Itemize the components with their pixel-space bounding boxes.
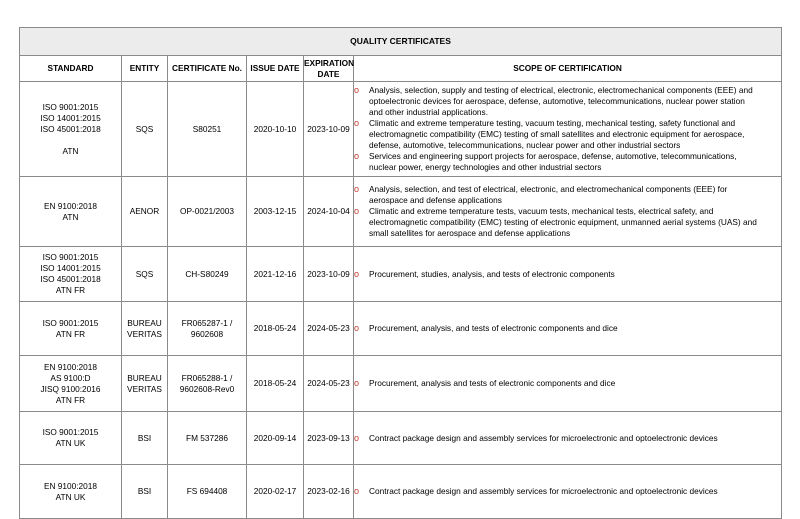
certificate-cell <box>168 82 247 177</box>
table-row <box>20 412 782 465</box>
header-entity: ENTITY <box>122 56 168 82</box>
table-row <box>20 465 782 519</box>
standard-cell-line: EN 9100:2018 <box>43 361 98 372</box>
standard-cell <box>20 412 122 465</box>
scope-item-text <box>369 323 618 334</box>
standard-cell-line: ATN FR <box>55 394 86 405</box>
entity-cell <box>122 465 168 519</box>
circle-bullet-icon: o <box>354 432 360 443</box>
circle-bullet-icon: o <box>354 206 360 216</box>
certificate-cell <box>168 412 247 465</box>
certificate-cell <box>168 356 247 412</box>
table-row <box>20 356 782 412</box>
scope-item-text <box>369 378 615 389</box>
scope-cell <box>354 412 782 465</box>
scope-item <box>354 486 781 497</box>
table-body <box>20 82 782 519</box>
scope-line: Climatic and extreme temperature testing, vacuum testing, mechanical testing, safety functional and <box>369 118 736 128</box>
scope-item <box>354 269 781 280</box>
issue-date-cell: 2021-12-16 <box>247 247 304 302</box>
certificate-cell <box>168 247 247 302</box>
certificate-cell-line: FS 694408 <box>186 486 228 496</box>
scope-line: Procurement, studies, analysis, and tests of electronic components <box>369 268 615 279</box>
entity-cell-line: AENOR <box>129 206 160 216</box>
scope-cell <box>354 356 782 412</box>
scope-cell <box>354 82 782 177</box>
standard-cell-line: EN 9100:2018 <box>43 480 98 491</box>
table-row <box>20 177 782 247</box>
scope-line: aerospace and defense applications <box>369 195 502 205</box>
table-title: QUALITY CERTIFICATES <box>20 28 782 56</box>
scope-line: Analysis, selection, supply and testing of electrical, electronic, electromechanical components (EEE) and <box>369 85 753 95</box>
scope-item <box>354 378 781 389</box>
circle-bullet-icon: o <box>354 118 360 128</box>
quality-certificates-table <box>19 27 782 519</box>
circle-bullet-icon: o <box>354 378 360 388</box>
entity-cell-line: VERITAS <box>127 383 162 394</box>
header-row <box>20 56 782 82</box>
entity-cell-line: BUREAU <box>127 372 162 383</box>
standard-cell-line <box>20 135 121 146</box>
entity-cell-line: SQS <box>135 268 154 279</box>
scope-line: small satellites for aerospace and defense applications <box>369 228 571 238</box>
issue-date-cell: 2020-09-14 <box>247 412 304 465</box>
scope-line: Services and engineering support projects for aerospace, defense, automotive, telecommunications, <box>369 151 737 161</box>
table-row <box>20 302 782 356</box>
scope-line: and other industrial applications. <box>369 107 488 117</box>
entity-cell <box>122 247 168 302</box>
scope-item-text <box>369 433 718 444</box>
certificate-cell-line: OP-0021/2003 <box>180 206 234 216</box>
scope-line: defense, automotive, telecommunications, nuclear power and other industrial sectors <box>369 140 681 150</box>
scope-item-text <box>369 206 757 239</box>
entity-cell-line: VERITAS <box>127 328 162 339</box>
scope-cell <box>354 302 782 356</box>
circle-bullet-icon: o <box>354 151 360 161</box>
scope-item-text <box>369 486 718 497</box>
certificate-cell <box>168 302 247 356</box>
scope-item-text <box>369 118 744 151</box>
header-certificate-no: CERTIFICATE No. <box>168 56 247 82</box>
certificate-cell-line: FM 537286 <box>186 432 228 443</box>
standard-cell-line: ATN FR <box>55 285 86 295</box>
circle-bullet-icon: o <box>354 486 360 496</box>
issue-date-cell: 2018-05-24 <box>247 356 304 412</box>
issue-date-cell: 2020-10-10 <box>247 82 304 177</box>
certificate-cell <box>168 465 247 519</box>
standard-cell-line: ATN <box>62 145 79 156</box>
scope-item <box>354 118 781 151</box>
header-issue-date: ISSUE DATE <box>247 56 304 82</box>
scope-line: optoelectronic devices for aerospace, defense, automotive, telecommunications, nuclear power station <box>369 96 745 106</box>
scope-line: Procurement, analysis and tests of electronic components and dice <box>369 378 616 388</box>
standard-cell-line: ISO 14001:2015 <box>40 263 101 273</box>
scope-item-text <box>369 151 737 173</box>
expiration-date-cell: 2023-02-16 <box>304 465 354 519</box>
entity-cell-line: BSI <box>137 486 152 496</box>
expiration-date-cell: 2024-05-23 <box>304 302 354 356</box>
expiration-date-cell: 2023-09-13 <box>304 412 354 465</box>
standard-cell-line: ATN <box>62 211 79 222</box>
standard-cell-line: AS 9100:D <box>50 372 91 383</box>
certificate-cell-line: 9602608-Rev0 <box>179 383 235 394</box>
table-row <box>20 82 782 177</box>
circle-bullet-icon: o <box>354 184 360 194</box>
standard-cell-line: ATN UK <box>55 491 86 502</box>
header-expiration-line2: DATE <box>317 68 340 79</box>
standard-cell <box>20 247 122 302</box>
scope-cell <box>354 465 782 519</box>
certificate-cell-line: 9602608 <box>190 328 224 339</box>
standard-cell-line: ISO 9001:2015 <box>42 317 99 328</box>
certificate-cell-line: FR065288-1 / <box>181 372 233 383</box>
expiration-date-cell: 2024-10-04 <box>304 177 354 247</box>
scope-cell <box>354 247 782 302</box>
header-expiration-date <box>304 56 354 82</box>
scope-cell <box>354 177 782 247</box>
standard-cell-line: ATN FR <box>55 328 86 339</box>
scope-line: Contract package design and assembly services for microelectronic and optoelectronic devices <box>369 432 718 443</box>
standard-cell-line: ISO 14001:2015 <box>40 112 101 123</box>
standard-cell-line: ISO 9001:2015 <box>42 101 99 112</box>
standard-cell <box>20 82 122 177</box>
issue-date-cell: 2018-05-24 <box>247 302 304 356</box>
expiration-date-cell: 2023-10-09 <box>304 82 354 177</box>
entity-cell-line: BUREAU <box>127 317 162 328</box>
scope-line: Climatic and extreme temperature tests, vacuum tests, mechanical tests, electrical safety, and <box>369 206 714 216</box>
expiration-date-cell: 2024-05-23 <box>304 356 354 412</box>
circle-bullet-icon: o <box>354 323 360 333</box>
entity-cell <box>122 356 168 412</box>
header-standard: STANDARD <box>20 56 122 82</box>
scope-item <box>354 184 781 206</box>
entity-cell <box>122 412 168 465</box>
standard-cell-line: ISO 9001:2015 <box>42 252 99 262</box>
expiration-date-cell: 2023-10-09 <box>304 247 354 302</box>
standard-cell-line: ISO 45001:2018 <box>40 123 101 134</box>
scope-item-text <box>369 269 615 280</box>
standard-cell-line: ISO 45001:2018 <box>40 274 101 284</box>
header-scope: SCOPE OF CERTIFICATION <box>354 56 782 82</box>
certificate-cell-line: FR065287-1 / <box>181 317 233 328</box>
scope-line: electromagnetic compatibility (EMC) testing of small satellites and electronic equipment for aerospace, <box>369 129 745 139</box>
table-row <box>20 247 782 302</box>
certificate-cell-line: CH-S80249 <box>185 268 229 279</box>
certificate-cell-line: S80251 <box>192 123 222 134</box>
certificate-cell <box>168 177 247 247</box>
standard-cell-line: JISQ 9100:2016 <box>40 383 101 394</box>
scope-line: Procurement, analysis, and tests of electronic components and dice <box>369 323 618 333</box>
standard-cell <box>20 356 122 412</box>
scope-line: nuclear power, energy technologies and other industrial sectors <box>369 162 602 172</box>
scope-item <box>354 433 781 444</box>
scope-item <box>354 323 781 334</box>
circle-bullet-icon: o <box>354 85 360 95</box>
circle-bullet-icon: o <box>354 268 360 279</box>
standard-cell <box>20 302 122 356</box>
standard-cell-line: ISO 9001:2015 <box>42 427 99 437</box>
header-expiration-line1: EXPIRATION <box>304 57 355 68</box>
entity-cell <box>122 302 168 356</box>
entity-cell <box>122 177 168 247</box>
scope-line: electromagnetic compatibility (EMC) testing of electronic equipment, unmanned aerial systems (UAS) and <box>369 217 757 227</box>
entity-cell-line: BSI <box>137 432 152 443</box>
scope-item <box>354 206 781 239</box>
scope-item <box>354 85 781 118</box>
standard-cell <box>20 177 122 247</box>
issue-date-cell: 2020-02-17 <box>247 465 304 519</box>
standard-cell-line: ATN UK <box>55 438 86 448</box>
entity-cell-line: SQS <box>135 123 154 134</box>
issue-date-cell: 2003-12-15 <box>247 177 304 247</box>
scope-item-text <box>369 85 753 118</box>
entity-cell <box>122 82 168 177</box>
scope-line: Contract package design and assembly services for microelectronic and optoelectronic devices <box>369 486 718 496</box>
scope-item-text <box>369 184 727 206</box>
scope-line: Analysis, selection, and test of electrical, electronic, and electromechanical components (EEE) for <box>369 184 728 194</box>
scope-item <box>354 151 781 173</box>
standard-cell-line: EN 9100:2018 <box>43 200 98 211</box>
standard-cell <box>20 465 122 519</box>
